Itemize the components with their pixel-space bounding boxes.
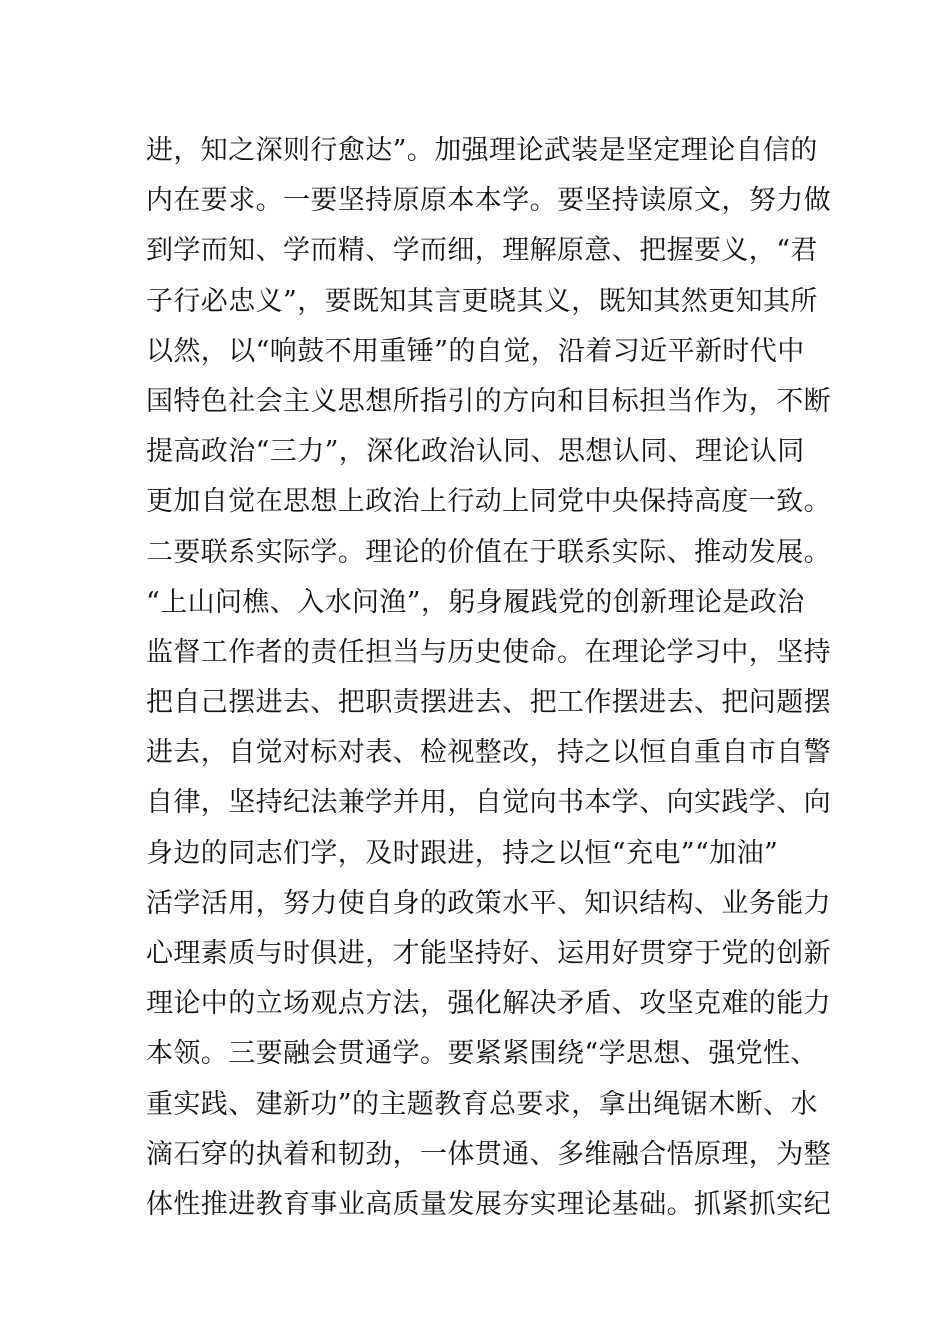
text-line: 监督工作者的责任担当与历史使命。在理论学习中，坚持	[146, 636, 831, 668]
text-line: 把自己摆进去、把职责摆进去、把工作摆进去、把问题摆	[146, 687, 831, 719]
text-line: 国特色社会主义思想所指引的方向和目标担当作为，不断	[146, 385, 831, 417]
text-line: 身边的同志们学，及时跟进，持之以恒“充电”“加油”	[146, 837, 779, 869]
text-line: 心理素质与时俱进，才能坚持好、运用好贯穿于党的创新	[146, 938, 831, 969]
text-line: 活学活用，努力使自身的政策水平、知识结构、业务能力	[146, 887, 831, 919]
text-line: 进，知之深则行愈达”。加强理论武装是坚定理论自信的	[146, 135, 818, 166]
text-line: 自律，坚持纪法兼学并用，自觉向书本学、向实践学、向	[146, 787, 831, 819]
text-line: 二要联系实际学。理论的价值在于联系实际、推动发展。	[146, 536, 831, 568]
text-line: 子行必忠义”，要既知其言更晓其义，既知其然更知其所	[146, 285, 818, 317]
text-line: 体性推进教育事业高质量发展夯实理论基础。抓紧抓实纪	[146, 1188, 831, 1220]
text-line: 理论中的立场观点方法，强化解决矛盾、攻坚克难的能力	[146, 988, 831, 1020]
text-line: 本领。三要融会贯通学。要紧紧围绕“学思想、强党性、	[146, 1038, 818, 1070]
body-text	[146, 126, 846, 1230]
text-line: 提高政治“三力”，深化政治认同、思想认同、理论认同	[146, 436, 805, 468]
text-line: 以然，以“响鼓不用重锤”的自觉，沿着习近平新时代中	[146, 335, 805, 367]
text-line: 更加自觉在思想上政治上行动上同党中央保持高度一致。	[146, 486, 831, 518]
text-line: 到学而知、学而精、学而细，理解原意、把握要义，“君	[146, 235, 818, 267]
text-line: 内在要求。一要坚持原原本本学。要坚持读原文，努力做	[146, 185, 831, 217]
text-line: 重实践、建新功”的主题教育总要求，拿出绳锯木断、水	[146, 1088, 818, 1120]
text-line: 滴石穿的执着和韧劲，一体贯通、多维融合悟原理，为整	[146, 1138, 831, 1170]
text-line: “上山问樵、入水问渔”，躬身履践党的创新理论是政治	[146, 586, 805, 618]
text-line: 进去，自觉对标对表、检视整改，持之以恒自重自市自警	[146, 737, 831, 769]
